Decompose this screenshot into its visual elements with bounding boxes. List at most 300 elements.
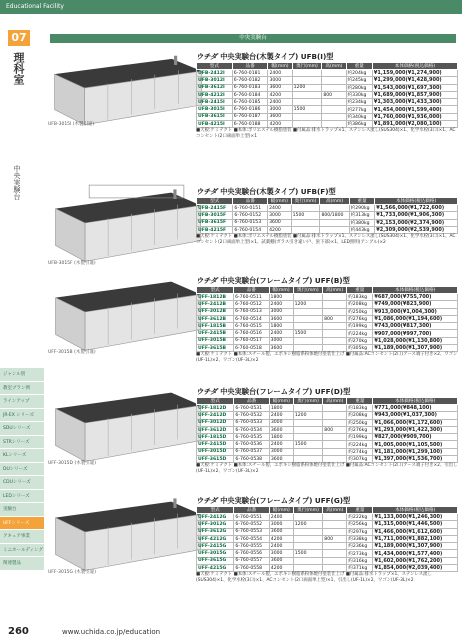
spec-row (197, 205, 458, 212)
spec-cell (293, 565, 322, 572)
spec-cell: 約250kg (347, 308, 373, 315)
spec-cell (323, 550, 347, 557)
product-title (196, 387, 350, 397)
spec-cell (292, 91, 322, 98)
spec-cell: ¥1,434,000(¥1,577,400) (373, 550, 458, 557)
spec-cell: 約297kg (347, 528, 373, 535)
spec-cell: ¥1,891,000(¥2,080,100) (372, 121, 457, 128)
spec-cell: 約277kg (346, 106, 372, 113)
spec-row (197, 456, 458, 463)
spec-cell: 6-760-0513 (234, 308, 269, 315)
spec-cell: ¥1,133,000(¥1,246,300) (373, 514, 458, 521)
spec-cell: 3000 (269, 521, 293, 528)
spec-cell: UFB-4215I (197, 121, 233, 128)
spec-cell (293, 448, 322, 455)
spec-header-cell: 品番 (234, 287, 269, 294)
sidenav-item[interactable]: 実験台 (0, 503, 44, 517)
spec-cell: 6-760-0556 (234, 550, 269, 557)
page-number: 260 (8, 626, 29, 637)
spec-row (197, 426, 458, 433)
product-image (46, 272, 206, 352)
spec-cell (292, 77, 322, 84)
spec-cell: 4200 (269, 535, 293, 542)
footer (0, 621, 462, 644)
spec-table (196, 506, 458, 572)
spec-cell (320, 219, 349, 226)
spec-cell: 1500 (292, 106, 322, 113)
spec-cell (322, 77, 346, 84)
spec-cell: 6-760-0184 (232, 91, 268, 98)
spec-cell: 6-760-0515 (234, 323, 269, 330)
spec-row (197, 557, 458, 564)
spec-cell: 6-760-0531 (234, 405, 269, 412)
spec-cell: 4200 (268, 226, 292, 233)
spec-cell: UFF-2412B (197, 301, 234, 308)
spec-cell: 約270kg (347, 337, 373, 344)
spec-cell: 3600 (268, 113, 292, 120)
spec-cell (291, 219, 320, 226)
spec-cell: 800 (322, 91, 346, 98)
spec-header-cell: 奥行(mm) (293, 398, 322, 405)
spec-cell: 4200 (269, 565, 293, 572)
spec-row (197, 294, 458, 301)
spec-cell: ¥2,309,000(¥2,539,900) (375, 226, 458, 233)
spec-cell: 約224kg (347, 330, 373, 337)
spec-cell: 約224kg (347, 441, 373, 448)
spec-cell: ¥1,566,000(¥1,722,600) (375, 205, 458, 212)
spec-cell (292, 99, 322, 106)
section-header-bar (0, 0, 462, 14)
spec-cell: UFB-2412I (197, 70, 233, 77)
spec-cell: 1200 (293, 521, 322, 528)
product-note: ■天板:ケミテクト ■本体:ポリエステル樹脂塗装 ■付属品:排水トラップ×1、ステンレス流し(SUS304)×1、化学水栓(3口)×1、ACコンセント(2口両面単上型)×1、試薬棚(ガラス引き違い戸、蛍下部)×1、LED照明(アングル)×2 (196, 234, 456, 246)
spec-header-cell: 奥行(mm) (293, 287, 323, 294)
spec-cell: ¥1,602,000(¥1,762,200) (373, 557, 458, 564)
spec-row (197, 345, 458, 352)
spec-cell (293, 528, 322, 535)
spec-cell (293, 345, 323, 352)
spec-header-cell: 型式 (197, 398, 234, 405)
spec-cell: ¥1,760,000(¥1,936,000) (372, 113, 457, 120)
spec-cell: 2400 (269, 412, 293, 419)
product-title-text: 中央実験台(フレームタイプ) UFF(G)型 (220, 496, 351, 505)
spec-cell: 1500 (293, 550, 322, 557)
spec-header-cell: 高(mm) (323, 287, 347, 294)
spec-cell: 1500 (293, 441, 322, 448)
spec-cell: 約245kg (346, 77, 372, 84)
spec-cell: UFB-3615I (197, 113, 233, 120)
spec-row (197, 337, 458, 344)
spec-header-row (197, 507, 458, 514)
spec-cell (322, 99, 346, 106)
sidenav-item[interactable]: ミニホールディング (0, 544, 44, 558)
spec-row (197, 91, 458, 98)
spec-cell: 3000 (269, 550, 293, 557)
sidenav-item[interactable]: UFFシリーズ (0, 517, 44, 531)
spec-cell: UFF-3615D (197, 456, 234, 463)
spec-cell (323, 521, 347, 528)
spec-cell: 6-760-0151 (233, 205, 268, 212)
spec-cell: 約208kg (347, 412, 373, 419)
product-caption: UFB-3015I (木製引違) (48, 122, 95, 127)
spec-cell: 3600 (269, 456, 293, 463)
spec-cell: 6-760-0555 (234, 543, 269, 550)
spec-cell: 6-760-0536 (234, 441, 269, 448)
spec-cell: 6-760-0535 (234, 434, 269, 441)
spec-cell: 6-760-0533 (234, 419, 269, 426)
spec-cell: 約280kg (346, 84, 372, 91)
spec-cell: UFB-3615F (197, 219, 233, 226)
spec-row (197, 550, 458, 557)
sidenav-item[interactable]: CDUシリーズ (0, 476, 44, 490)
sidenav-item[interactable]: KLシリーズ (0, 449, 44, 463)
sidenav-item[interactable]: LEDシリーズ (0, 490, 44, 504)
spec-cell: 6-760-0511 (234, 294, 269, 301)
spec-cell: UFF-3615G (197, 557, 234, 564)
spec-cell (320, 205, 349, 212)
spec-cell (293, 337, 323, 344)
spec-cell (323, 323, 347, 330)
spec-cell: UFF-2412G (197, 514, 234, 521)
spec-table (196, 397, 458, 463)
spec-cell: UFB-4215F (197, 226, 233, 233)
product-title (196, 276, 350, 286)
spec-cell: 3000 (269, 308, 293, 315)
spec-cell: 6-760-0514 (234, 315, 269, 322)
spec-cell (293, 426, 322, 433)
spec-cell (323, 434, 347, 441)
spec-cell (323, 448, 347, 455)
sidenav-item[interactable]: ジャンル別 (0, 368, 44, 382)
spec-row (197, 77, 458, 84)
spec-cell: 約340kg (346, 113, 372, 120)
spec-row (197, 301, 458, 308)
spec-cell: 1800 (269, 294, 293, 301)
spec-cell: 6-760-0516 (234, 330, 269, 337)
spec-cell: 約199kg (347, 434, 373, 441)
spec-table (196, 62, 458, 128)
spec-header-cell: 本体価格(税込価格) (373, 287, 458, 294)
spec-cell: 3000 (268, 77, 292, 84)
spec-cell: 6-760-0186 (232, 106, 268, 113)
spec-cell: ¥1,066,000(¥1,172,600) (373, 419, 458, 426)
website-link[interactable]: www.uchida.co.jp/education (62, 628, 161, 636)
spec-cell: 約183kg (347, 294, 373, 301)
spec-cell: 6-760-0154 (233, 226, 268, 233)
spec-header-cell: 重量 (347, 287, 373, 294)
sidenav-item[interactable]: DUシリーズ (0, 463, 44, 477)
spec-cell: UFF-3612B (197, 315, 234, 322)
spec-cell: ¥687,000(¥755,700) (373, 294, 458, 301)
spec-header-cell: 型式 (197, 507, 234, 514)
spec-cell: ¥1,466,000(¥1,612,600) (373, 528, 458, 535)
spec-cell: 約386kg (346, 121, 372, 128)
spec-row (197, 121, 458, 128)
product-title (196, 52, 333, 62)
spec-cell: 6-760-0534 (234, 426, 269, 433)
sidenav-item[interactable]: アキュア事業 (0, 530, 44, 544)
sidenav-item[interactable]: 教室プラン例 (0, 382, 44, 396)
spec-cell: 4200 (268, 121, 292, 128)
sidenav-item[interactable]: SDUシリーズ (0, 422, 44, 436)
brand-logo: ウチダ (196, 187, 218, 196)
spec-cell: UFB-3012I (197, 77, 233, 84)
spec-cell: 6-760-0554 (234, 535, 269, 542)
spec-cell: 3600 (269, 345, 293, 352)
spec-cell: UFF-1812B (197, 294, 234, 301)
spec-cell: 1200 (293, 412, 322, 419)
spec-header-cell: 型式 (197, 198, 233, 205)
spec-cell: 6-760-0551 (234, 514, 269, 521)
spec-cell: ¥1,028,000(¥1,130,800) (373, 337, 458, 344)
spec-cell: UFB-4212I (197, 91, 233, 98)
spec-header-row (197, 398, 458, 405)
spec-header-cell: 本体価格(税込価格) (373, 398, 458, 405)
spec-cell: ¥1,293,000(¥1,422,300) (373, 426, 458, 433)
spec-cell (293, 434, 322, 441)
spec-cell: 約330kg (346, 91, 372, 98)
spec-cell: 800 (323, 535, 347, 542)
product-title (196, 187, 336, 197)
spec-row (197, 212, 458, 219)
spec-cell: UFF-2415D (197, 441, 234, 448)
spec-cell: UFB-3015I (197, 106, 233, 113)
product-note: ■天板:ケミテクト ■本体:ポリエステル樹脂塗装 ■付属品:排水トラップ×1、ステンレス流し(SUS304)×1、化学水栓(3口)×1、ACコンセント(2口両面単上型)×1 (196, 128, 456, 140)
spec-cell: 約307kg (347, 456, 373, 463)
spec-cell (323, 330, 347, 337)
sidenav-item[interactable]: STRシリーズ (0, 436, 44, 450)
spec-cell (323, 543, 347, 550)
spec-cell: 6-760-0532 (234, 412, 269, 419)
spec-cell: 6-760-0185 (232, 99, 268, 106)
product-note: ■天板:ケミテクト ■本体:スチール製、エポキシ樹脂系粉体焼付塗装仕上げ ■付属品:ACコンセント(2口)アース端子付き×2、ワゴン(UF-1L)×2、ワゴン(UF-3L)×2 (196, 352, 458, 364)
chapter-number: 07 (8, 30, 30, 46)
spec-cell (293, 557, 322, 564)
spec-cell: 6-760-0188 (232, 121, 268, 128)
spec-cell: 6-760-0517 (234, 337, 269, 344)
spec-header-cell: 品番 (233, 198, 268, 205)
spec-cell: 1200 (292, 84, 322, 91)
spec-cell: 1500 (293, 330, 323, 337)
spec-cell (323, 528, 347, 535)
spec-header-cell: 本体価格(税込価格) (375, 198, 458, 205)
spec-cell: UFB-2415I (197, 99, 233, 106)
spec-cell: ¥1,733,000(¥1,906,300) (375, 212, 458, 219)
spec-cell (292, 70, 322, 77)
spec-cell: 6-760-0518 (234, 345, 269, 352)
spec-cell: ¥1,303,000(¥1,433,300) (372, 99, 457, 106)
product-title-text: 中央実験台(木製タイプ) UFB(F)型 (220, 187, 336, 196)
spec-header-cell: 高(mm) (320, 198, 349, 205)
spec-cell: UFF-3012B (197, 308, 234, 315)
spec-cell: 4200 (268, 91, 292, 98)
spec-row (197, 106, 458, 113)
spec-header-cell: 高(mm) (323, 398, 347, 405)
spec-row (197, 543, 458, 550)
spec-header-cell: 幅(mm) (269, 507, 293, 514)
spec-cell: 2400 (268, 70, 292, 77)
spec-cell: 2400 (268, 205, 292, 212)
category-banner: 中央実験台 (50, 34, 456, 43)
spec-cell: 約250kg (347, 419, 373, 426)
spec-cell (293, 456, 322, 463)
product-title-text: 中央実験台(フレームタイプ) UFF(D)型 (220, 387, 351, 396)
spec-row (197, 113, 458, 120)
spec-cell (323, 456, 347, 463)
spec-header-cell: 幅(mm) (269, 287, 293, 294)
spec-cell (322, 70, 346, 77)
brand-logo: ウチダ (196, 52, 218, 61)
spec-cell: 約199kg (347, 323, 373, 330)
spec-cell: 6-760-0553 (234, 528, 269, 535)
spec-cell: 1800 (269, 323, 293, 330)
spec-header-cell: 型式 (197, 63, 233, 70)
spec-cell: UFF-3012D (197, 419, 234, 426)
spec-row (197, 330, 458, 337)
spec-cell: ¥1,711,000(¥1,882,100) (373, 535, 458, 542)
spec-cell: 約380kg (349, 219, 375, 226)
spec-cell: ¥1,181,000(¥1,299,100) (373, 448, 458, 455)
spec-cell: ¥1,005,000(¥1,105,500) (373, 441, 458, 448)
spec-cell: UFF-4215G (197, 565, 234, 572)
spec-cell (323, 419, 347, 426)
spec-cell (323, 308, 347, 315)
spec-cell (293, 419, 322, 426)
spec-cell (322, 113, 346, 120)
product-note: ■天板:ケミテクト ■本体:スチール製、エポキシ樹脂系粉体焼付塗装仕上げ ■付属品:ACコンセント(2口)アース端子付き×2、引出し(UF-1L)×2、ワゴン(UF-3L)×2 (196, 463, 458, 475)
spec-cell: UFF-3015D (197, 448, 234, 455)
spec-cell: 3000 (268, 106, 292, 113)
product-image (46, 183, 206, 263)
spec-cell (291, 205, 320, 212)
product-image (46, 383, 206, 463)
spec-cell: UFF-3615B (197, 345, 234, 352)
spec-cell: ¥913,000(¥1,004,300) (373, 308, 458, 315)
spec-cell: UFF-3612D (197, 426, 234, 433)
spec-cell (292, 121, 322, 128)
spec-cell: 約338kg (347, 535, 373, 542)
spec-cell: ¥1,299,000(¥1,428,900) (372, 77, 457, 84)
spec-cell: 6-760-0181 (232, 70, 268, 77)
spec-cell (323, 301, 347, 308)
spec-cell (293, 323, 323, 330)
spec-cell: 約236kg (347, 543, 373, 550)
spec-row (197, 226, 458, 233)
spec-cell: 6-760-0152 (233, 212, 268, 219)
spec-row (197, 419, 458, 426)
sidenav-item[interactable]: JR-EX シリーズ (0, 409, 44, 423)
spec-cell: 約276kg (347, 315, 373, 322)
spec-table (196, 286, 458, 352)
spec-row (197, 315, 458, 322)
spec-cell (293, 405, 322, 412)
product-image (46, 48, 206, 128)
spec-cell: 約274kg (347, 448, 373, 455)
spec-cell: 3000 (269, 419, 293, 426)
spec-header-cell: 幅(mm) (269, 398, 293, 405)
spec-cell: UFF-3015B (197, 337, 234, 344)
spec-header-cell: 本体価格(税込価格) (373, 507, 458, 514)
spec-cell: 3600 (268, 219, 292, 226)
brand-logo: ウチダ (196, 496, 218, 505)
spec-cell: 約256kg (347, 521, 373, 528)
spec-row (197, 441, 458, 448)
spec-table (196, 197, 458, 234)
product-note: ■天板:ケミテクト ■本体:スチール製、エポキシ樹脂系粉体焼付塗装仕上げ ■付属品:排水トラップ×1、ステンレス流し(SUS304)×1、化学水栓(3口)×1、ACコンセント(2口両面単上型)×1、引出し(UF-1L)×2、ワゴン(UF-3L)×2 (196, 572, 432, 584)
spec-cell: 3000 (268, 212, 292, 219)
spec-cell: ¥1,689,000(¥1,857,900) (372, 91, 457, 98)
spec-cell: UFF-1815D (197, 434, 234, 441)
product-title-text: 中央実験台(フレームタイプ) UFF(B)型 (220, 276, 350, 285)
spec-cell: 約208kg (347, 301, 373, 308)
product-caption: UFF-3015B (木製引違) (48, 350, 96, 355)
spec-cell: 800 (323, 426, 347, 433)
spec-cell: UFB-3612I (197, 84, 233, 91)
spec-header-cell: 高(mm) (323, 507, 347, 514)
spec-cell: 800 (323, 315, 347, 322)
spec-cell: 1800 (269, 405, 293, 412)
spec-cell: 約234kg (346, 99, 372, 106)
spec-cell: 約316kg (347, 557, 373, 564)
spec-cell: UFF-4212G (197, 535, 234, 542)
spec-cell: 約183kg (347, 405, 373, 412)
spec-cell: 6-760-0552 (234, 521, 269, 528)
spec-header-cell: 奥行(mm) (292, 63, 322, 70)
spec-header-cell: 幅(mm) (268, 198, 292, 205)
spec-cell: 6-760-0153 (233, 219, 268, 226)
spec-cell: UFB-2415F (197, 205, 233, 212)
spec-cell (322, 121, 346, 128)
spec-row (197, 535, 458, 542)
spec-cell: ¥1,315,000(¥1,446,500) (373, 521, 458, 528)
product-caption: UFF-3015G (木製引違) (48, 570, 96, 575)
spec-cell: 約443kg (349, 226, 375, 233)
product-caption: UFF-3015D (木製引違) (48, 461, 96, 466)
brand-logo: ウチダ (196, 276, 218, 285)
spec-cell: UFF-2415B (197, 330, 234, 337)
spec-cell: UFF-3612G (197, 528, 234, 535)
sidenav-item[interactable]: 関連製品 (0, 557, 44, 571)
spec-cell: 3600 (268, 84, 292, 91)
sidenav-item[interactable]: ラインアップ (0, 395, 44, 409)
spec-header-cell: 高(mm) (322, 63, 346, 70)
brand-logo: ウチダ (196, 387, 218, 396)
spec-cell: 約313kg (349, 212, 375, 219)
spec-row (197, 308, 458, 315)
chapter-title: 理科室 (12, 52, 25, 85)
spec-cell: ¥1,159,000(¥1,274,900) (372, 70, 457, 77)
spec-cell: 6-760-0538 (234, 456, 269, 463)
spec-cell (291, 226, 320, 233)
spec-cell (323, 345, 347, 352)
spec-row (197, 99, 458, 106)
spec-cell (320, 226, 349, 233)
spec-cell: 3600 (269, 557, 293, 564)
spec-cell: ¥1,543,000(¥1,697,300) (372, 84, 457, 91)
spec-cell (323, 405, 347, 412)
spec-cell: 約273kg (347, 550, 373, 557)
spec-cell: ¥1,854,000(¥2,039,400) (373, 565, 458, 572)
product-caption: UFB-3015F (木製引違) (48, 261, 96, 266)
spec-cell: ¥943,000(¥1,037,300) (373, 412, 458, 419)
spec-cell: 1800 (269, 434, 293, 441)
spec-cell: 約371kg (347, 565, 373, 572)
spec-cell: UFF-3015G (197, 550, 234, 557)
spec-cell: ¥743,000(¥817,300) (373, 323, 458, 330)
spec-cell: 6-760-0512 (234, 301, 269, 308)
product-title (196, 496, 350, 506)
spec-cell: UFF-3012G (197, 521, 234, 528)
